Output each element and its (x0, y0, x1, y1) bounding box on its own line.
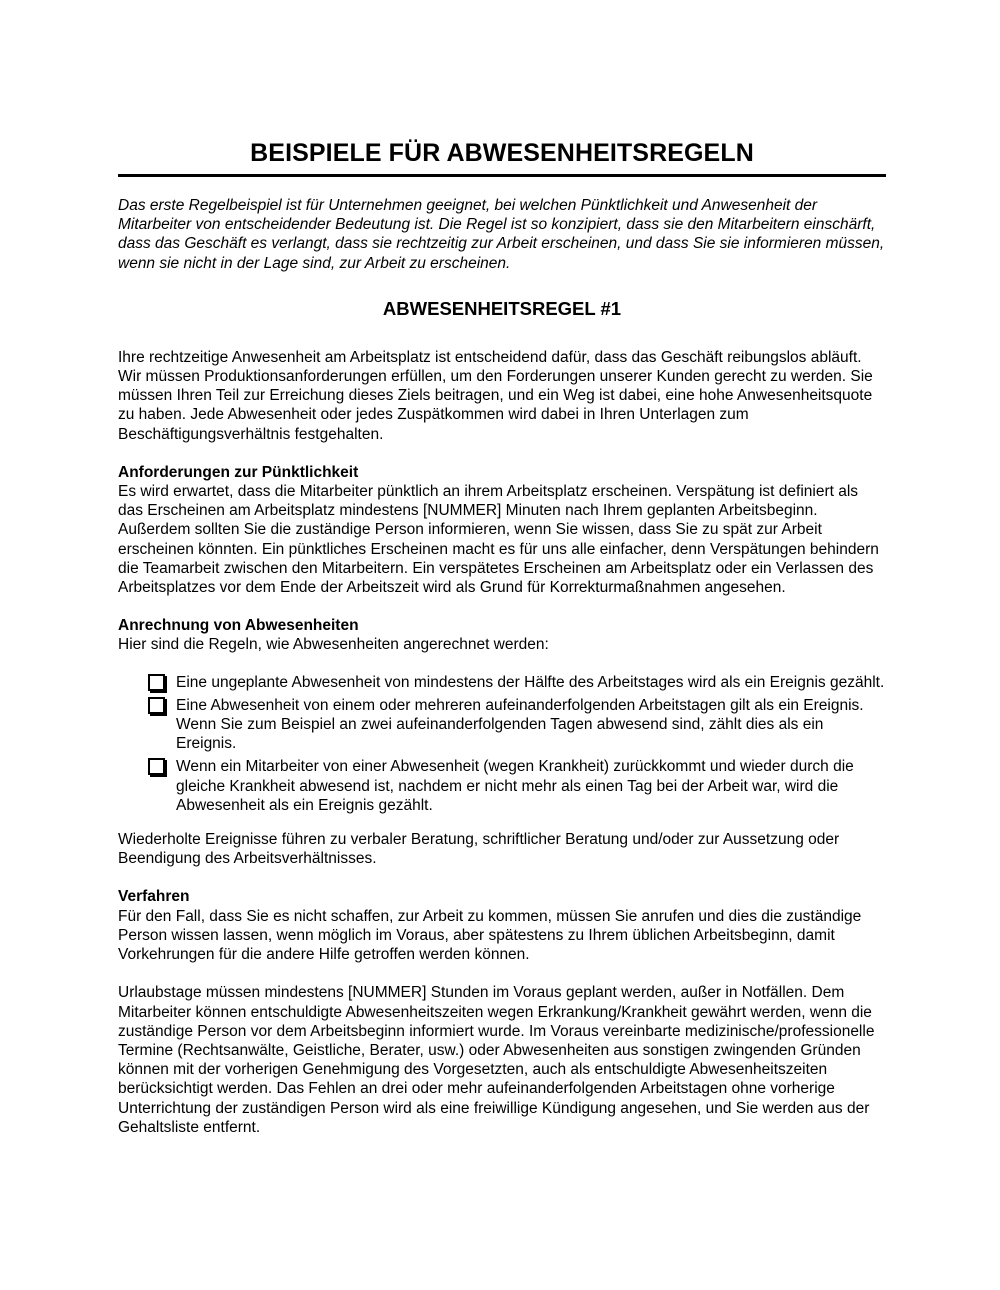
checkbox-icon (148, 758, 165, 775)
rule-intro-paragraph: Ihre rechtzeitige Anwesenheit am Arbeitsplatz ist entscheidend dafür, dass das Geschäft reibungslos abläuft. Wir müssen Produktionsanforderungen erfüllen, um den Forderungen unserer Kunden gerecht zu werden. Sie müssen Ihren Teil zur Erreichung dieses Ziels beitragen, und ein Weg ist dabei, eine hohe Anwesenheitsquote zu haben. Jede Abwesenheit oder jedes Zuspätkommen wird dabei in Ihren Unterlagen zum Beschäftigungsverhältnis festgehalten. (118, 348, 873, 443)
intro-paragraph: Das erste Regelbeispiel ist für Unternehmen geeignet, bei welchen Pünktlichkeit und Anwesenheit der Mitarbeiter von entscheidender Bedeutung ist. Die Regel ist so konzipiert, dass sie den Mitarbeitern einschärft, dass das Geschäft es verlangt, dass sie rechtzeitig zur Arbeit erscheinen, und dass Sie sie informieren müssen, wenn sie nicht in der Lage sind, zur Arbeit zu erscheinen. (118, 197, 885, 272)
title-divider (118, 174, 886, 177)
counting-rules-list (118, 673, 886, 815)
counting-intro: Hier sind die Regeln, wie Abwesenheiten angerechnet werden: (118, 636, 549, 654)
list-item (118, 757, 886, 815)
counting-consequences-paragraph: Wiederholte Ereignisse führen zu verbaler Beratung, schriftlicher Beratung und/oder zur Aussetzung oder Beendigung des Arbeitsverhältnisses. (118, 831, 840, 868)
checkbox-icon (148, 674, 165, 691)
list-item-text: Eine Abwesenheit von einem oder mehreren aufeinanderfolgenden Arbeitstagen gilt als ein Ereignis. Wenn Sie zum Beispiel an zwei aufeinanderfolgenden Tagen abwesend sind, zählt dies als ein Ereignis. (176, 696, 864, 753)
document-page (118, 138, 886, 1137)
list-item-text: Wenn ein Mitarbeiter von einer Abwesenheit (wegen Krankheit) zurückkommt und wieder durch die gleiche Krankheit abwesend ist, nachdem er nicht mehr als einen Tag bei der Arbeit war, wird die Abwesenheit als ein Ereignis gezählt. (176, 758, 854, 814)
punctuality-section (118, 463, 886, 597)
list-item (118, 696, 886, 754)
counting-section (118, 616, 886, 868)
procedure-paragraph-2: Urlaubstage müssen mindestens [NUMMER] Stunden im Voraus geplant werden, außer in Notfällen. Dem Mitarbeiter können entschuldigte Abwesenheitszeiten wegen Erkrankung/Krankheit gewährt werden, wenn die zuständige Person vor dem Arbeitsbeginn informiert wurde. Im Voraus vereinbarte medizinische/professionelle Termine (Rechtsanwälte, Geistliche, Berater, usw.) oder Abwesenheiten aus sonstigen zwingenden Gründen können mit der vorherigen Genehmigung des Vorgesetzten, auch als entschuldigte Abwesenheitszeiten berücksichtigt werden. Das Fehlen an drei oder mehr aufeinanderfolgenden Arbeitstagen ohne vorherige Unterrichtung der zuständigen Person wird als eine freiwillige Kündigung angesehen, und Sie werden aus der Gehaltsliste entfernt. (118, 984, 875, 1136)
document-title: BEISPIELE FÜR ABWESENHEITSREGELN (250, 139, 754, 167)
procedure-paragraph: Für den Fall, dass Sie es nicht schaffen, zur Arbeit zu kommen, müssen Sie anrufen und dies die zuständige Person wissen lassen, wenn möglich im Voraus, aber spätestens zu Ihrem üblichen Arbeitsbeginn, damit Vorkehrungen für die andere Hilfe getroffen werden können. (118, 907, 862, 964)
list-item-text: Eine ungeplante Abwesenheit von mindestens der Hälfte des Arbeitstages wird als ein Ereignis gezählt. (176, 673, 885, 691)
punctuality-heading: Anforderungen zur Pünktlichkeit (118, 463, 359, 481)
counting-heading: Anrechnung von Abwesenheiten (118, 617, 359, 635)
procedure-heading: Verfahren (118, 888, 190, 906)
procedure-section (118, 887, 886, 1136)
checkbox-icon (148, 697, 165, 714)
list-item (118, 673, 886, 692)
rule-title: ABWESENHEITSREGEL #1 (382, 297, 622, 319)
punctuality-paragraph: Es wird erwartet, dass die Mitarbeiter pünktlich an ihrem Arbeitsplatz erscheinen. Verspätung ist definiert als das Erscheinen am Arbeitsplatz mindestens [NUMMER] Minuten nach Ihrem geplanten Arbeitsbeginn. Außerdem sollten Sie die zuständige Person informieren, wenn Sie wissen, dass Sie zu spät zur Arbeit erscheinen könnten. Ein pünktliches Erscheinen macht es für uns alle einfacher, denn Verspätungen behindern die Teamarbeit zwischen den Mitarbeitern. Ein verspätetes Erscheinen am Arbeitsplatz oder ein Verlassen des Arbeitsplatzes vor dem Ende der Arbeitszeit wird als Grund für Korrekturmaßnahmen angesehen. (118, 483, 879, 597)
